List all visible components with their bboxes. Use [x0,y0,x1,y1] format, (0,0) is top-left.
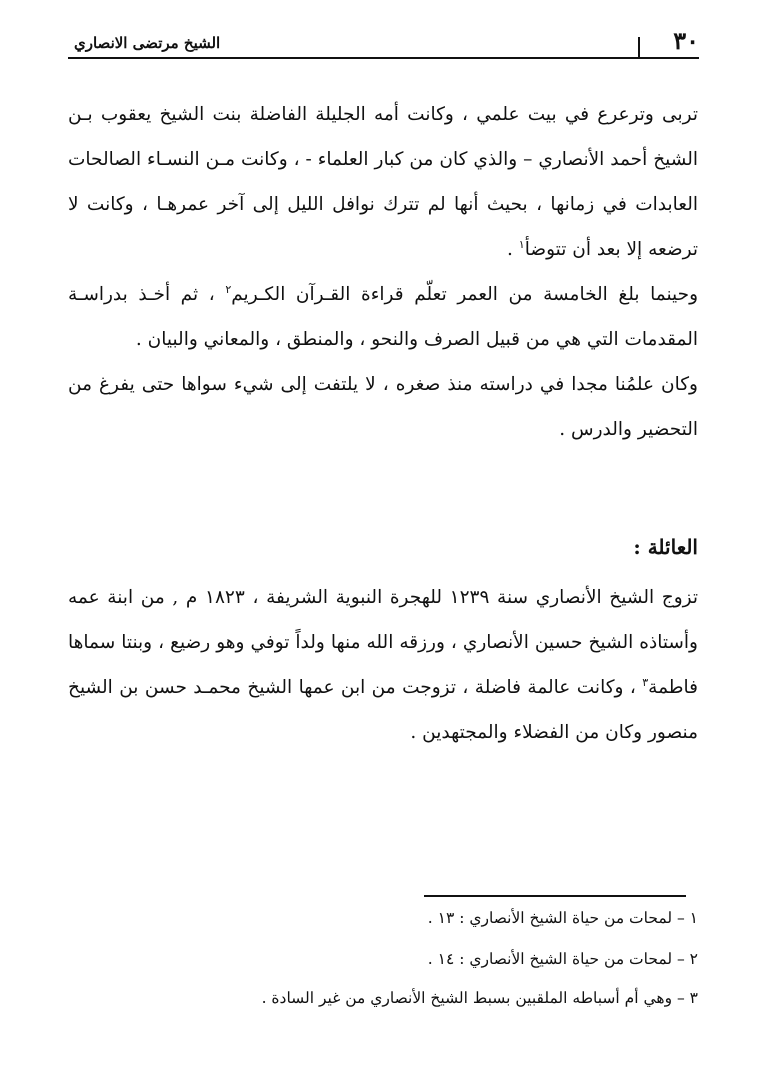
header-rule [68,57,699,59]
footnote-separator [424,895,686,897]
paragraph-text-cont: ، وكانت عالمة فاضلة ، تزوجت من ابن عمها الشيخ محمـد حسن بن الشيخ منصور وكان من الفضلاء والمجتهدين . [68,677,698,743]
header-tick-mark [638,37,640,59]
paragraph-studies [68,272,698,362]
paragraph-end: . [507,239,519,260]
section-heading: العائلة : [633,535,698,559]
footnote-1: ١ – لمحات من حياة الشيخ الأنصاري : ١٣ . [427,909,698,927]
paragraph-family [68,575,698,755]
running-title: الشيخ مرتضى الانصاري [74,34,221,52]
footnote-ref-1: ١ [518,237,525,251]
footnote-ref-2: ٢ [225,282,232,296]
paragraph-text-cont: ، ثم أخـذ بدراسـة المقدمات التي هي من قبيل الصرف والنحو ، والمنطق ، والمعاني والبيان . [68,284,698,350]
paragraph-text: وحينما بلغ الخامسة من العمر تعلّم قراءة القـرآن الكـريم [231,284,698,305]
paragraph-text: تربى وترعرع في بيت علمي ، وكانت أمه الجليلة الفاضلة بنت الشيخ يعقوب بـن الشيخ أحمد الأنصاري – والذي كان من كبار العلماء - ، وكانت مـن النسـاء الصالحات العابدات في زمانها ، بحيث أنها لم تترك نوافل الليل إلى آخر عمرهـا ، وكانت لا ترضعه إلا بعد أن تتوضأ [68,104,698,260]
page-number: ٣٠ [673,26,699,55]
paragraph-diligence: وكان علمُنا مجدا في دراسته منذ صغره ، لا يلتفت إلى شيء سواها حتى يفرغ من التحضير والدرس . [68,374,698,440]
paragraph-upbringing [68,92,698,272]
footnote-2: ٢ – لمحات من حياة الشيخ الأنصاري : ١٤ . [427,950,698,968]
footnote-ref-3: ٣ [642,675,649,689]
page-header [68,26,699,60]
paragraph-text: تزوج الشيخ الأنصاري سنة ١٢٣٩ للهجرة النبوية الشريفة ، ١٨٢٣ م , من ابنة عمه وأستاذه الشيخ حسين الأنصاري ، ورزقه الله منها ولداً توفي وهو رضيع ، وبنتا سماها فاطمة [68,587,698,698]
footnote-3: ٣ – وهي أم أسباطه الملقبين بسبط الشيخ الأنصاري من غير السادة . [261,989,698,1007]
